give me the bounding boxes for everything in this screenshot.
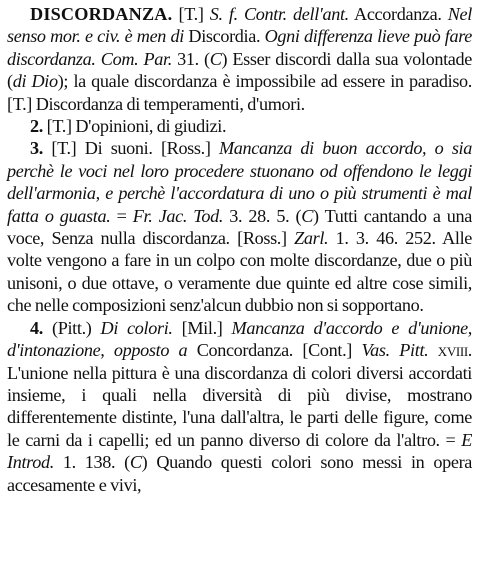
- sense-4-text: . L'unione nella pittura è una discordanza di colori diversi accordati insieme, i quali nella diversità di più divise, mostrano differentemente distinte, l'una dall'altra, le parti delle figure, come le carni da i capelli; ed un panno diverso di colore da l'altro. =: [7, 340, 472, 450]
- emphasis: di Dio: [12, 71, 58, 92]
- citation-author: Vas. Pitt.: [361, 340, 429, 361]
- definition-text: Di colori.: [100, 317, 173, 338]
- sense-3-text: =: [110, 205, 133, 226]
- roman-numeral: xviii: [437, 340, 468, 361]
- sense-2-text: [T.] D'opinioni, di giudizi.: [42, 116, 227, 137]
- sense-1-text: ) Esser discordi dalla sua volontade (: [7, 48, 472, 92]
- sense-number: 3.: [30, 138, 43, 159]
- sense-1-text: Accordanza.: [348, 4, 448, 24]
- sense-1-text: Discordia.: [183, 26, 265, 47]
- sense-4-text: (Pitt.): [42, 317, 101, 338]
- source-marker: C: [301, 205, 313, 226]
- sense-4-text: ) Quando questi colori sono messi in opera accesamente e vivi,: [7, 452, 472, 495]
- usage-note: Nel senso mor. e civ. è men di: [7, 4, 472, 47]
- headword: DISCORDANZA.: [30, 4, 173, 24]
- citation-ref: 31. (: [171, 48, 210, 69]
- sense-4-text: [Mil.]: [172, 317, 232, 338]
- definition-text: Mancanza di buon accordo, o sia perchè le voci nel loro procedere stuonano od offendono le leggi dell'armonia, e perchè l'accordatura di uno o più strumenti è mal fatta o guasta.: [7, 138, 472, 226]
- sense-4-text: Concordanza. [Cont.]: [187, 340, 362, 361]
- entry-sense-2: [7, 115, 472, 137]
- entry-sense-4: [7, 317, 472, 496]
- citation-author: Zarl.: [294, 228, 329, 249]
- example-quote: Ogni differenza lieve può fare discordanza. Com. Par.: [7, 26, 473, 69]
- citation-ref: 3. 28. 5. (: [223, 205, 302, 226]
- entry-sense-3: [7, 137, 472, 316]
- sense-number: 4.: [30, 317, 43, 338]
- citation-author: Fr. Jac. Tod.: [132, 205, 224, 226]
- source-marker: C: [209, 48, 222, 69]
- sense-1-text: ); la quale discordanza è impossibile ad essere in paradiso. [T.] Discordanza di temperamenti, d'umori.: [7, 71, 472, 114]
- sense-3-text: 1. 3. 46. 252. Alle volte vengono a fare in un colpo con molte discordanze, due o più unisoni, o due ottave, o veramente due quinte ed altre cose simili, che nelle composizioni senz'alcun dubbio non si sopportano.: [7, 228, 473, 316]
- sense-4-text: [428, 340, 437, 360]
- definition-text: Mancanza d'accordo e d'unione, d'intonazione, opposto a: [7, 317, 473, 361]
- sense-number: 2.: [30, 116, 43, 137]
- grammar-note: S. f. Contr. dell'ant.: [209, 4, 349, 24]
- sense-3-text: [T.] Di suoni. [Ross.]: [42, 138, 219, 159]
- source-marker: C: [129, 452, 142, 473]
- citation-ref: 1. 138. (: [53, 452, 130, 473]
- sense-1-text: [T.]: [172, 4, 210, 24]
- citation-author: E Introd.: [7, 429, 472, 473]
- entry-sense-1: [7, 3, 472, 115]
- sense-3-text: ) Tutti cantando a una voce, Senza nulla discordanza. [Ross.]: [7, 205, 472, 249]
